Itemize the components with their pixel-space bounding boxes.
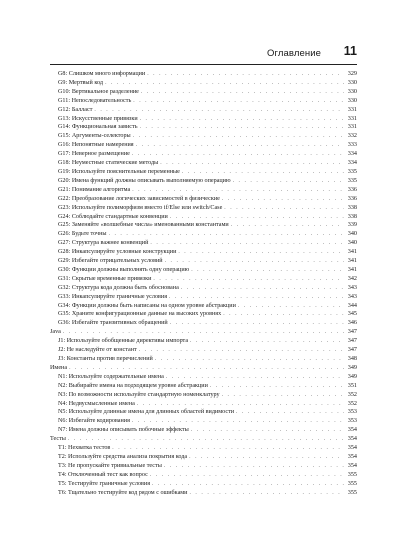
toc-entry xyxy=(50,106,357,115)
toc-leader-dots xyxy=(152,480,344,489)
toc-entry-label: T1: Нехватка тестов xyxy=(58,445,111,452)
toc-entry xyxy=(50,177,357,186)
toc-entry xyxy=(50,115,357,124)
toc-entry-page: 331 xyxy=(347,106,357,113)
toc-entry xyxy=(50,266,357,275)
toc-leader-dots xyxy=(133,132,344,141)
toc-entry-page: 352 xyxy=(347,400,357,407)
toc-entry xyxy=(50,293,357,302)
toc-entry-label: N2: Выбирайте имена на подходящем уровне абстракции xyxy=(58,382,208,389)
toc-entry-page: 341 xyxy=(347,266,357,273)
toc-leader-dots xyxy=(112,444,344,453)
toc-leader-dots xyxy=(222,195,344,204)
toc-entry xyxy=(50,462,357,471)
toc-leader-dots xyxy=(133,97,344,106)
toc-leader-dots xyxy=(160,159,344,168)
toc-entry-label: G21: Понимание алгоритма xyxy=(58,186,131,193)
toc-entry-label: G29: Избегайте отрицательных условий xyxy=(58,258,163,265)
toc-entry-page: 355 xyxy=(347,471,357,478)
toc-entry-label: G23: Используйте полиморфизм вместо if/Else или switch/Case xyxy=(58,204,223,211)
toc-entry-page: 344 xyxy=(347,302,357,309)
toc-entry-page: 330 xyxy=(347,79,357,86)
toc-entry-label: G20: Имена функций должны описывать выполняемую операцию xyxy=(58,177,231,184)
toc-section-entry xyxy=(50,364,357,373)
toc-entry-page: 333 xyxy=(347,142,357,149)
toc-entry-page: 330 xyxy=(347,88,357,95)
toc-leader-dots xyxy=(139,346,344,355)
toc-leader-dots xyxy=(170,213,344,222)
toc-leader-dots xyxy=(132,150,344,159)
toc-entry-label: Тесты xyxy=(50,436,66,443)
toc-entry-page: 353 xyxy=(347,418,357,425)
toc-entry-label: G14: Функциональная зависть xyxy=(58,124,138,131)
toc-entry-page: 340 xyxy=(347,231,357,238)
toc-entry-page: 334 xyxy=(347,151,357,158)
toc-entry-page: 348 xyxy=(347,356,357,362)
toc-entry xyxy=(50,141,357,150)
toc-entry-label: G35: Храните конфигурационные данные на высоких уровнях xyxy=(58,311,222,318)
toc-leader-dots xyxy=(105,79,344,88)
toc-entry-page: 345 xyxy=(347,311,357,318)
toc-entry-label: J2: Не наследуйте от констант xyxy=(58,347,137,354)
toc-leader-dots xyxy=(69,364,344,373)
toc-leader-dots xyxy=(181,284,344,293)
toc-leader-dots xyxy=(190,337,344,346)
toc-entry-label: G10: Вертикальное разделение xyxy=(58,88,139,95)
toc-entry-label: G11: Непоследовательность xyxy=(58,97,132,104)
toc-entry-label: G16: Непонятные намерения xyxy=(58,142,134,149)
toc-leader-dots xyxy=(137,400,344,409)
toc-entry-label: G28: Инкапсулируйте условные конструкции xyxy=(58,249,177,256)
toc-leader-dots xyxy=(178,248,344,257)
toc-entry xyxy=(50,310,357,319)
toc-entry-page: 353 xyxy=(347,409,357,416)
toc-entry-page: 354 xyxy=(347,453,357,460)
toc-leader-dots xyxy=(182,168,344,177)
toc-entry xyxy=(50,257,357,266)
toc-leader-dots xyxy=(68,435,344,444)
toc-leader-dots xyxy=(236,408,344,417)
toc-leader-dots xyxy=(165,257,344,266)
toc-entry-label: G26: Будьте точны xyxy=(58,231,107,238)
toc-entry xyxy=(50,248,357,257)
toc-leader-dots xyxy=(109,230,344,239)
toc-entry xyxy=(50,159,357,168)
toc-entry-page: 343 xyxy=(347,293,357,300)
toc-entry-page: 349 xyxy=(347,364,357,371)
toc-entry-page: 341 xyxy=(347,249,357,256)
toc-entry xyxy=(50,284,357,293)
toc-entry-page: 354 xyxy=(347,427,357,434)
toc-entry xyxy=(50,391,357,400)
toc-entry-page: 347 xyxy=(347,347,357,354)
toc-leader-dots xyxy=(170,319,344,328)
toc-entry-label: G15: Аргументы-селекторы xyxy=(58,133,131,140)
toc-entry-label: G24: Соблюдайте стандартные конвенции xyxy=(58,213,168,220)
toc-entry-label: G30: Функции должны выполнять одну операцию xyxy=(58,266,190,273)
toc-leader-dots xyxy=(224,204,344,213)
toc-entry-page: 354 xyxy=(347,445,357,452)
toc-entry-page: 331 xyxy=(347,124,357,131)
toc-entry xyxy=(50,302,357,311)
toc-entry xyxy=(50,489,357,498)
toc-entry xyxy=(50,319,357,328)
toc-entry-label: Java xyxy=(50,329,61,336)
table-of-contents xyxy=(50,70,357,498)
toc-entry-label: G33: Инкапсулируйте граничные условия xyxy=(58,293,168,300)
toc-entry xyxy=(50,471,357,480)
toc-leader-dots xyxy=(150,471,344,480)
toc-entry-label: G31: Скрытые временные привязки xyxy=(58,275,152,282)
toc-leader-dots xyxy=(63,328,344,337)
toc-leader-dots xyxy=(238,302,344,311)
toc-leader-dots xyxy=(141,88,344,97)
toc-entry-label: N3: По возможности используйте стандартную номенклатуру xyxy=(58,391,220,398)
toc-entry-page: 347 xyxy=(347,329,357,336)
toc-entry-label: G25: Заменяйте «волшебные числа» именованными константами xyxy=(58,222,229,229)
toc-entry-label: G9: Мертвый код xyxy=(58,79,104,86)
toc-entry xyxy=(50,123,357,132)
toc-leader-dots xyxy=(189,453,344,462)
toc-entry xyxy=(50,204,357,213)
toc-entry-page: 330 xyxy=(347,97,357,104)
toc-entry-page: 354 xyxy=(347,462,357,469)
toc-leader-dots xyxy=(233,177,344,186)
toc-leader-dots xyxy=(150,239,344,248)
toc-entry xyxy=(50,355,357,364)
toc-leader-dots xyxy=(231,221,344,230)
toc-entry-label: G36: Избегайте транзитивных обращений xyxy=(58,320,168,327)
toc-entry-page: 351 xyxy=(347,382,357,389)
toc-entry-label: T4: Отключенный тест как вопрос xyxy=(58,471,148,478)
toc-entry xyxy=(50,275,357,284)
toc-entry xyxy=(50,221,357,230)
toc-entry xyxy=(50,132,357,141)
toc-leader-dots xyxy=(132,186,344,195)
toc-entry-label: G17: Неверное размещение xyxy=(58,151,130,158)
toc-entry xyxy=(50,150,357,159)
toc-entry-page: 338 xyxy=(347,204,357,211)
toc-leader-dots xyxy=(222,391,344,400)
toc-entry xyxy=(50,88,357,97)
toc-leader-dots xyxy=(210,382,344,391)
toc-entry-label: G34: Функции должны быть написаны на одном уровне абстракции xyxy=(58,302,236,309)
toc-leader-dots xyxy=(191,426,344,435)
toc-entry xyxy=(50,195,357,204)
toc-entry xyxy=(50,337,357,346)
toc-entry-label: J3: Константы против перечислений xyxy=(58,356,153,362)
toc-entry xyxy=(50,426,357,435)
toc-entry-label: G12: Балласт xyxy=(58,106,93,113)
toc-leader-dots xyxy=(94,106,344,115)
running-header-title: Оглавление xyxy=(267,48,321,59)
toc-entry-page: 355 xyxy=(347,480,357,487)
toc-entry-page: 335 xyxy=(347,177,357,184)
toc-entry-page: 335 xyxy=(347,168,357,175)
page-header xyxy=(50,44,357,65)
toc-entry xyxy=(50,97,357,106)
toc-entry xyxy=(50,239,357,248)
toc-entry xyxy=(50,79,357,88)
toc-entry-label: T2: Используйте средства анализа покрытия кода xyxy=(58,453,188,460)
toc-entry xyxy=(50,168,357,177)
toc-leader-dots xyxy=(164,462,344,471)
toc-leader-dots xyxy=(155,355,344,364)
toc-leader-dots xyxy=(132,417,344,426)
toc-entry-page: 349 xyxy=(347,373,357,380)
toc-entry-page: 354 xyxy=(347,436,357,443)
toc-entry-page: 346 xyxy=(347,320,357,327)
toc-entry-label: J1: Используйте обобщенные директивы импорта xyxy=(58,338,189,345)
toc-leader-dots xyxy=(140,123,345,132)
toc-entry xyxy=(50,230,357,239)
toc-leader-dots xyxy=(191,266,344,275)
toc-entry xyxy=(50,382,357,391)
toc-entry-page: 331 xyxy=(347,115,357,122)
toc-entry xyxy=(50,346,357,355)
page-number: 11 xyxy=(343,44,357,58)
toc-entry xyxy=(50,480,357,489)
toc-entry-page: 342 xyxy=(347,275,357,282)
toc-entry-page: 340 xyxy=(347,240,357,247)
toc-entry xyxy=(50,186,357,195)
toc-entry-page: 347 xyxy=(347,338,357,345)
toc-entry-label: N4: Недвусмысленные имена xyxy=(58,400,135,407)
toc-entry xyxy=(50,400,357,409)
toc-entry-label: G8: Слишком много информации xyxy=(58,71,146,77)
toc-entry xyxy=(50,213,357,222)
toc-entry-page: 336 xyxy=(347,195,357,202)
toc-entry xyxy=(50,453,357,462)
toc-entry-label: T6: Тщательно тестируйте код рядом с ошибками xyxy=(58,489,188,496)
toc-entry-label: Имена xyxy=(50,364,68,371)
toc-section-entry xyxy=(50,328,357,337)
toc-entry-label: N5: Используйте длинные имена для длинных областей видимости xyxy=(58,409,235,416)
toc-entry xyxy=(50,373,357,382)
toc-leader-dots xyxy=(166,373,344,382)
toc-entry-page: 355 xyxy=(347,489,357,496)
toc-entry-label: G27: Структура важнее конвенций xyxy=(58,240,149,247)
toc-entry-page: 343 xyxy=(347,284,357,291)
toc-leader-dots xyxy=(189,489,344,498)
toc-entry-label: G19: Используйте пояснительные переменные xyxy=(58,168,180,175)
toc-entry-page: 338 xyxy=(347,213,357,220)
toc-entry-label: N7: Имена должны описывать побочные эффекты xyxy=(58,427,189,434)
toc-leader-dots xyxy=(136,141,344,150)
toc-entry-page: 352 xyxy=(347,391,357,398)
toc-entry-page: 332 xyxy=(347,133,357,140)
toc-leader-dots xyxy=(140,115,344,124)
toc-entry-label: T5: Тестируйте граничные условия xyxy=(58,480,151,487)
toc-entry xyxy=(50,417,357,426)
toc-leader-dots xyxy=(223,310,344,319)
toc-entry xyxy=(50,70,357,79)
toc-leader-dots xyxy=(147,70,344,79)
toc-entry-label: G32: Структура кода должна быть обоснована xyxy=(58,284,179,291)
toc-entry-page: 341 xyxy=(347,258,357,265)
toc-leader-dots xyxy=(169,293,344,302)
toc-entry-page: 336 xyxy=(347,186,357,193)
toc-entry-label: G18: Неуместные статические методы xyxy=(58,160,159,167)
toc-entry-label: N6: Избегайте кодирования xyxy=(58,418,130,425)
toc-entry-page: 339 xyxy=(347,222,357,229)
toc-entry xyxy=(50,444,357,453)
toc-entry xyxy=(50,408,357,417)
toc-entry-label: G22: Преобразование логических зависимостей в физические xyxy=(58,195,220,202)
toc-leader-dots xyxy=(153,275,344,284)
toc-entry-label: G13: Искусственные привязки xyxy=(58,115,138,122)
toc-entry-label: N1: Используйте содержательные имена xyxy=(58,373,164,380)
toc-section-entry xyxy=(50,435,357,444)
toc-entry-label: T3: Не пропускайте тривиальные тесты xyxy=(58,462,162,469)
toc-entry-page: 329 xyxy=(347,71,357,77)
toc-entry-page: 334 xyxy=(347,160,357,167)
